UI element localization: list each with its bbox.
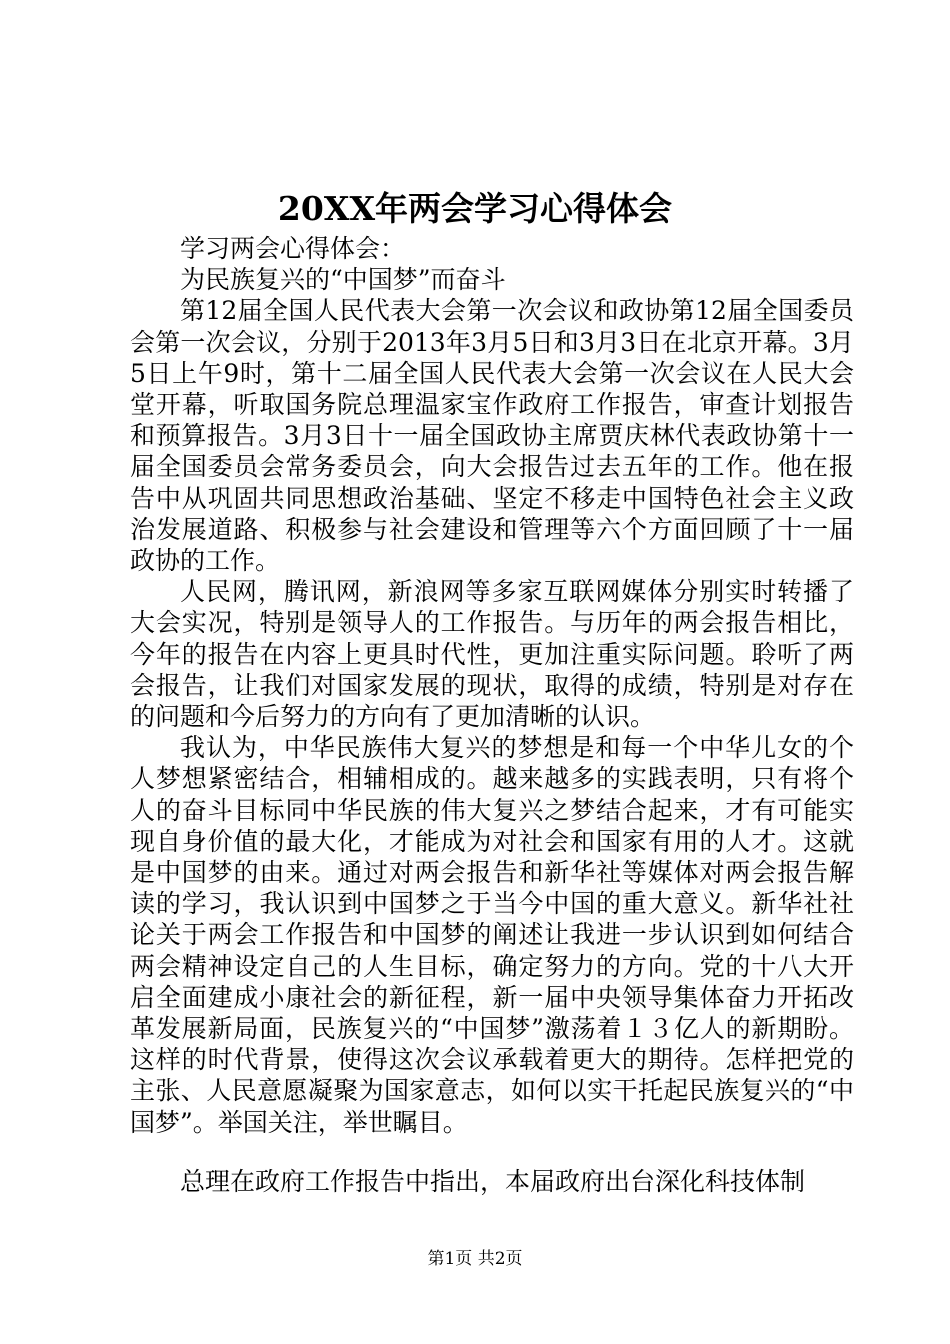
page-footer: 第1页 共2页 xyxy=(427,1249,523,1269)
paragraph: 总理在政府工作报告中指出，本届政府出台深化科技体制 xyxy=(180,1166,806,1196)
paragraph: 我认为，中华民族伟大复兴的梦想是和每一个中华儿女的个人梦想紧密结合，相辅相成的。越来越多的实践表明，只有将个人的奋斗目标同中华民族的伟大复兴之梦结合起来，才有可能实现自身价值的最大化，才能成为对社会和国家有用的人才。这就是中国梦的由来。通过对两会报告和新华社等媒体对两会报告解读的学习，我认识到中国梦之于当今中国的重大意义。新华社社论关于两会工作报告和中国梦的阐述让我进一步认识到如何结合两会精神设定自己的人生目标，确定努力的方向。党的十八大开启全面建成小康社会的新征程，新一届中央领导集体奋力开拓改革发展新局面，民族复兴的“中国梦”激荡着１３亿人的新期盼。这样的时代背景，使得这次会议承载着更大的期待。怎样把党的主张、人民意愿凝聚为国家意志，如何以实干托起民族复兴的“中国梦”。举国关注，举世瞩目。 xyxy=(130,733,854,1137)
paragraph-subtitle: 为民族复兴的“中国梦”而奋斗 xyxy=(180,265,506,295)
document-body xyxy=(130,233,854,1197)
paragraph: 人民网，腾讯网，新浪网等多家互联网媒体分别实时转播了大会实况，特别是领导人的工作报告。与历年的两会报告相比，今年的报告在内容上更具时代性，更加注重实际问题。聆听了两会报告，让我们对国家发展的现状，取得的成绩，特别是对存在的问题和今后努力的方向有了更加清晰的认识。 xyxy=(130,577,854,732)
paragraph: 第12届全国人民代表大会第一次会议和政协第12届全国委员会第一次会议，分别于2013年3月5日和3月3日在北京开幕。3月5日上午9时，第十二届全国人民代表大会第一次会议在人民大会堂开幕，听取国务院总理温家宝作政府工作报告，审查计划报告和预算报告。3月3日十一届全国政协主席贾庆林代表政协第十一届全国委员会常务委员会，向大会报告过去五年的工作。他在报告中从巩固共同思想政治基础、坚定不移走中国特色社会主义政治发展道路、积极参与社会建设和管理等六个方面回顾了十一届政协的工作。 xyxy=(130,296,854,576)
document-title: 20XX年两会学习心得体会 xyxy=(277,189,673,228)
paragraph-heading-label: 学习两会心得体会： xyxy=(180,234,406,263)
